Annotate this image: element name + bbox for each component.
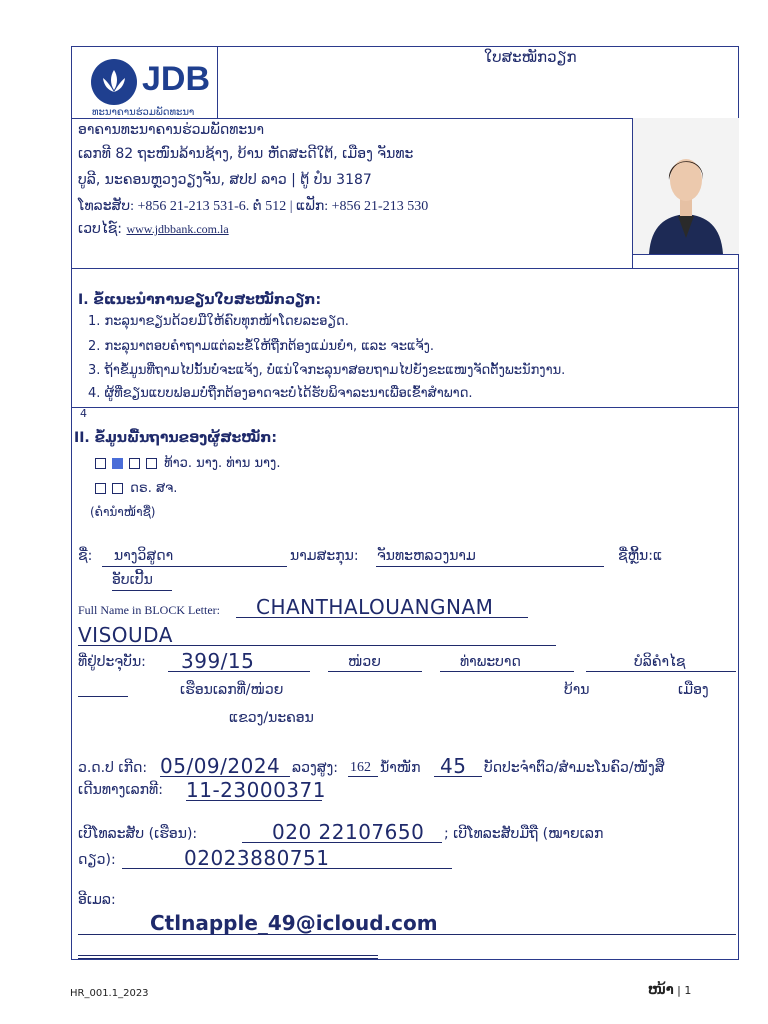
addr-hint-district: ເມືອງ	[678, 682, 709, 698]
dob-label: ວ.ດ.ປ ເກີດ:	[78, 760, 148, 776]
section1-divider	[71, 268, 739, 269]
page-label: ໜ້າ	[648, 983, 674, 998]
stray-number: 4	[80, 407, 87, 420]
instruction-4: 4. ຜູ້ທີ່ຂຽນແບບຟອມບໍ່ຖືກຕ້ອງອາດຈະບໍ່ໄດ້ຮັບພິຈາລະນາເພື່ອເຂົ້າສຳພາດ.	[88, 386, 473, 401]
checkbox-ms[interactable]	[112, 458, 123, 469]
lotus-icon	[90, 58, 138, 106]
addr-underline	[168, 671, 310, 672]
applicant-photo	[633, 118, 739, 254]
web-line	[78, 221, 229, 237]
logo-tagline: ທະນາຄານຮ່ວມພັດທະນາ	[92, 107, 195, 118]
fullname-underline-2	[78, 645, 556, 646]
instruction-1: 1. ກະລຸນາຂຽນດ້ວຍມືໃຫ້ຄົບທຸກໜ້າໂດຍລະອຽດ.	[88, 314, 349, 329]
fullname-underline-1	[236, 617, 528, 618]
checkbox-dr[interactable]	[95, 483, 106, 494]
section2-divider	[71, 407, 739, 408]
title-options-1	[92, 456, 280, 471]
phone-mobile-label: ; ເບີໂທລະສັບມືຖື (ໝາຍເລກ	[444, 826, 604, 842]
page-indicator	[648, 983, 691, 998]
id-label: ບັດປະຈຳຕົວ/ສຳມະໂນຄົວ/ໜັງສື	[484, 760, 665, 776]
email-underline-2	[78, 955, 378, 956]
form-title: ໃບສະໝັກວຽກ	[484, 48, 577, 66]
weight-value[interactable]: 45	[440, 754, 467, 778]
height-underline	[348, 776, 378, 777]
addr-hint-village: ບ້ານ	[564, 682, 590, 698]
surname-underline	[376, 566, 604, 567]
phone-mobile-value[interactable]: 02023880751	[184, 846, 330, 870]
email-underline	[78, 934, 736, 935]
id-value[interactable]: 11-23000371	[186, 778, 326, 802]
addr-short-underline	[78, 696, 128, 697]
section1-title: I. ຂໍ້ແນະນຳການຂຽນໃບສະໝັກວຽກ:	[78, 292, 322, 308]
addr-unit[interactable]: ໜ່ວຍ	[348, 654, 381, 670]
phone-mobile-label-2: ດຽວ):	[78, 852, 116, 868]
addr-district[interactable]: ບໍລິຄຳໄຊ	[634, 654, 686, 670]
name-label: ຊື່:	[78, 548, 93, 564]
nickname-underline	[112, 590, 172, 591]
weight-label: ນ້ຳໜັກ	[380, 760, 421, 776]
title-options-text-2: ດຣ. ສຈ.	[130, 481, 178, 496]
dob-value[interactable]: 05/09/2024	[160, 754, 281, 778]
checkbox-mrs[interactable]	[129, 458, 140, 469]
addr-unit-underline	[328, 671, 422, 672]
phone-home-value[interactable]: 020 22107650	[272, 820, 425, 844]
addr-district-underline	[586, 671, 736, 672]
fullname-value-1[interactable]: CHANTHALOUANGNAM	[256, 595, 494, 619]
phone-line: ໂທລະສັບ: +856 21-213 531-6. ຕໍ່ 512 | ແຟັກ: +856 21-213 530	[78, 199, 429, 214]
section2-title: II. ຂໍ້ມູນພື້ນຖານຂອງຜູ້ສະໝັກ:	[74, 430, 278, 446]
name-underline	[102, 566, 287, 567]
phone-mobile-underline	[122, 868, 452, 869]
address-line-1: ເລກທີ 82 ຖະໜົນລ້ານຊ້າງ, ບ້ານ ຫັດສະດີໃຕ້, ເມືອງ ຈັນທະ	[78, 146, 414, 162]
address-line-2: ບູລີ, ນະຄອນຫຼວງວຽງຈັນ, ສປປ ລາວ | ຕູ້ ປ໋ນ 3187	[78, 172, 372, 188]
photo-bottom	[632, 254, 739, 255]
height-label: ລວງສູງ:	[292, 760, 339, 776]
nickname-value[interactable]: ອັບເປີ້ນ	[112, 572, 153, 588]
name-value[interactable]: ນາງວິສູດາ	[114, 548, 174, 564]
person-icon	[633, 118, 739, 254]
title-options-2	[92, 481, 177, 496]
email-label: ອີເມລ:	[78, 892, 116, 908]
checkbox-other[interactable]	[146, 458, 157, 469]
addr-village[interactable]: ທ່າພະບາດ	[460, 654, 521, 670]
phone-home-label: ເບີໂທລະສັບ (ເຮືອນ):	[78, 826, 198, 842]
form-code: HR_001.1_2023	[70, 988, 149, 999]
email-underline-3	[78, 958, 378, 959]
web-label: ເວບໄຊ໌:	[78, 221, 127, 237]
weight-underline	[434, 776, 482, 777]
dob-underline	[160, 776, 290, 777]
id-underline	[186, 800, 322, 801]
title-note: (ຄຳນຳໜ້າຊື່)	[90, 505, 156, 519]
addr-label: ທີ່ຢູ່ປະຈຸບັນ:	[78, 654, 146, 670]
page-separator: |	[673, 984, 685, 997]
logo-text: JDB	[142, 60, 211, 98]
surname-label: ນາມສະກຸນ:	[290, 548, 359, 564]
checkbox-prof[interactable]	[112, 483, 123, 494]
surname-value[interactable]: ຈັນທະຫລວງນາມ	[377, 548, 476, 564]
header-divider	[71, 118, 632, 119]
page-number: 1	[684, 984, 692, 997]
addr-village-underline	[440, 671, 574, 672]
addr-value[interactable]: 399/15	[181, 649, 255, 673]
phone-home-underline	[242, 842, 442, 843]
fullname-label: Full Name in BLOCK Letter:	[78, 603, 220, 617]
fullname-value-2[interactable]: VISOUDA	[78, 623, 173, 647]
instruction-2: 2. ກະລຸນາຕອບຄຳຖາມແຕ່ລະຂໍ້ໃຫ້ຖືກຕ້ອງແມ່ນຍຳ, ແລະ ຈະແຈ້ງ.	[88, 339, 435, 354]
email-value[interactable]: Ctlnapple_49@icloud.com	[150, 911, 438, 935]
checkbox-mr[interactable]	[95, 458, 106, 469]
id-label-2: ເດີນທາງເລກທີ:	[78, 782, 163, 798]
bank-name: ອາຄານທະນາຄານຮ່ວມພັດທະນາ	[78, 122, 265, 138]
addr-hint: ເຮືອນເລກທີ່/ໜ່ວຍ	[180, 682, 284, 698]
instruction-3: 3. ຖ້າຂໍ້ມູນທີ່ຖາມໄປນັ້ນບໍ່ຈະແຈ້ງ, ບໍ່ແນ່ໃຈກະລຸນາສອບຖາມໄປຍັງຂະແໜງຈັດຕັ້ງພະນັກງານ.	[88, 363, 566, 378]
web-link[interactable]: www.jdbbank.com.la	[126, 222, 229, 236]
nickname-label: ຊື່ຫຼິ້ນ:ແ	[618, 548, 663, 564]
height-value[interactable]: 162	[350, 760, 371, 775]
title-options-text-1: ທ້າວ. ນາງ. ທ່ານ ນາງ.	[164, 456, 281, 471]
jdb-logo	[90, 58, 220, 118]
addr-hint-province: ແຂວງ/ນະຄອນ	[229, 710, 314, 726]
